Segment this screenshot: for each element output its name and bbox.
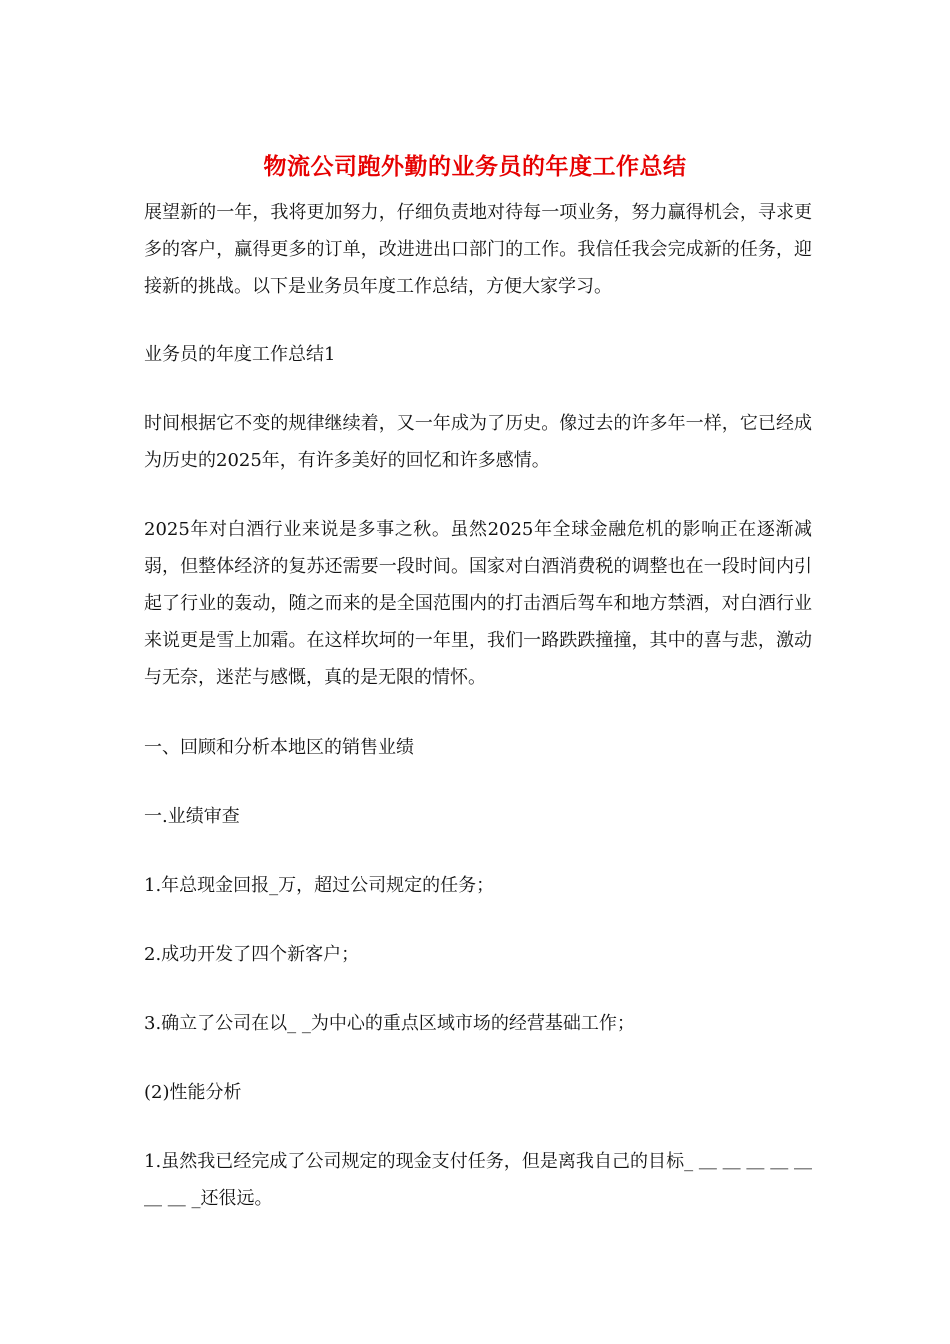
- list-item: 2.成功开发了四个新客户；: [144, 944, 360, 965]
- summary-heading-1: 业务员的年度工作总结1: [144, 344, 336, 365]
- subsection-performance-review: 一.业绩审查: [144, 806, 240, 827]
- paragraph-time: 时间根据它不变的规律继续着，又一年成为了历史。像过去的许多年一样，它已经成为历史的2025年，有许多美好的回忆和许多感情。: [144, 413, 812, 471]
- document-title: 物流公司跑外勤的业务员的年度工作总结: [263, 154, 687, 180]
- paragraph-industry: 2025年对白酒行业来说是多事之秋。虽然2025年全球金融危机的影响正在逐渐减弱，但整体经济的复苏还需要一段时间。国家对白酒消费税的调整也在一段时间内引起了行业的轰动，随之而来的是全国范围内的打击酒后驾车和地方禁酒，对白酒行业来说更是雪上加霜。在这样坎坷的一年里，我们一路跌跌撞撞，其中的喜与悲，激动与无奈，迷茫与感慨，真的是无限的情怀。: [144, 519, 812, 688]
- intro-paragraph: 展望新的一年，我将更加努力，仔细负责地对待每一项业务，努力赢得机会，寻求更多的客户，赢得更多的订单，改进进出口部门的工作。我信任我会完成新的任务，迎接新的挑战。以下是业务员年度工作总结，方便大家学习。: [144, 202, 812, 297]
- section-heading-review: 一、回顾和分析本地区的销售业绩: [144, 737, 414, 758]
- subsection-performance-analysis: (2)性能分析: [144, 1082, 242, 1103]
- list-item: 3.确立了公司在以_ _为中心的重点区域市场的经营基础工作；: [144, 1013, 635, 1034]
- list-item: 1.年总现金回报_万，超过公司规定的任务；: [144, 875, 495, 896]
- list-item: 1.虽然我已经完成了公司规定的现金支付任务，但是离我自己的目标_ ＿ ＿ ＿ ＿ ＿ ＿ ＿ _还很远。: [144, 1151, 812, 1209]
